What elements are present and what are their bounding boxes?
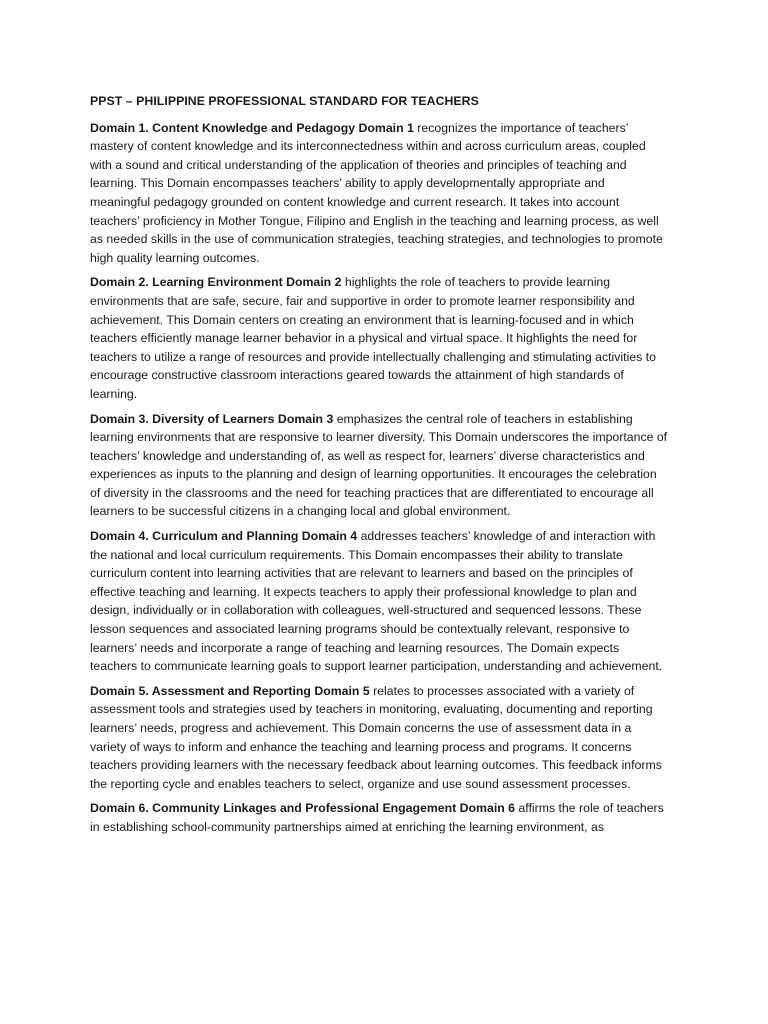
domain-3-paragraph (90, 410, 668, 522)
domain-4-paragraph (90, 527, 668, 676)
document-page (90, 92, 668, 843)
domain-5-paragraph (90, 682, 668, 794)
domain-2-paragraph (90, 273, 668, 403)
domain-4-text: addresses teachers’ knowledge of and interaction with the national and local curriculum requirements. This Domain encompasses their ability to translate curriculum content into learning activities that are relevant to learners and based on the principles of effective teaching and learning. It expects teachers to apply their professional knowledge to plan and design, individually or in collaboration with colleagues, well-structured and sequenced lessons. These lesson sequences and associated learning programs should be contextually relevant, responsive to learners’ needs and incorporate a range of teaching and learning resources. The Domain expects teachers to communicate learning goals to support learner participation, understanding and achievement. (90, 529, 663, 674)
domain-2-text: highlights the role of teachers to provide learning environments that are safe, secure, fair and supportive in order to promote learner responsibility and achievement. This Domain centers on creating an environment that is learning-focused and in which teachers efficiently manage learner behavior in a physical and virtual space. It highlights the need for teachers to utilize a range of resources and provide intellectually challenging and stimulating activities to encourage constructive classroom interactions geared towards the attainment of high standards of learning. (90, 275, 656, 401)
document-title: PPST – PHILIPPINE PROFESSIONAL STANDARD FOR TEACHERS (90, 94, 479, 108)
domain-3-heading: Domain 3. Diversity of Learners Domain 3 (90, 411, 334, 426)
domain-5-text: relates to processes associated with a variety of assessment tools and strategies used by teachers in monitoring, evaluating, documenting and reporting learners’ needs, progress and achievement. This Domain concerns the use of assessment data in a variety of ways to inform and enhance the teaching and learning process and programs. It concerns teachers providing learners with the necessary feedback about learning outcomes. This feedback informs the reporting cycle and enables teachers to select, organize and use sound assessment processes. (90, 683, 662, 791)
domain-1-heading: Domain 1. Content Knowledge and Pedagogy Domain 1 (90, 120, 414, 135)
domain-1-paragraph (90, 119, 668, 268)
domain-6-heading: Domain 6. Community Linkages and Professional Engagement Domain 6 (90, 801, 516, 816)
domain-6-paragraph (90, 799, 668, 836)
domain-3-text: emphasizes the central role of teachers in establishing learning environments that are responsive to learner diversity. This Domain underscores the importance of teachers’ knowledge and understanding of, as well as respect for, learners’ diverse characteristics and experiences as inputs to the planning and design of learning opportunities. It encourages the celebration of diversity in the classrooms and the need for teaching practices that are differentiated to encourage all learners to be successful citizens in a changing local and global environment. (90, 411, 668, 519)
domain-6-text: affirms the role of teachers in establishing school-community partnerships aimed at enriching the learning environment, as (90, 801, 664, 834)
domain-2-heading: Domain 2. Learning Environment Domain 2 (90, 275, 342, 290)
domain-1-text: recognizes the importance of teachers’ mastery of content knowledge and its interconnectedness within and across curriculum areas, coupled with a sound and critical understanding of the application of theories and principles of teaching and learning. This Domain encompasses teachers’ ability to apply developmentally appropriate and meaningful pedagogy grounded on content knowledge and current research. It takes into account teachers’ proficiency in Mother Tongue, Filipino and English in the teaching and learning process, as well as needed skills in the use of communication strategies, teaching strategies, and technologies to promote high quality learning outcomes. (90, 120, 663, 265)
domain-4-heading: Domain 4. Curriculum and Planning Domain 4 (90, 529, 358, 544)
domain-5-heading: Domain 5. Assessment and Reporting Domain 5 (90, 683, 370, 698)
